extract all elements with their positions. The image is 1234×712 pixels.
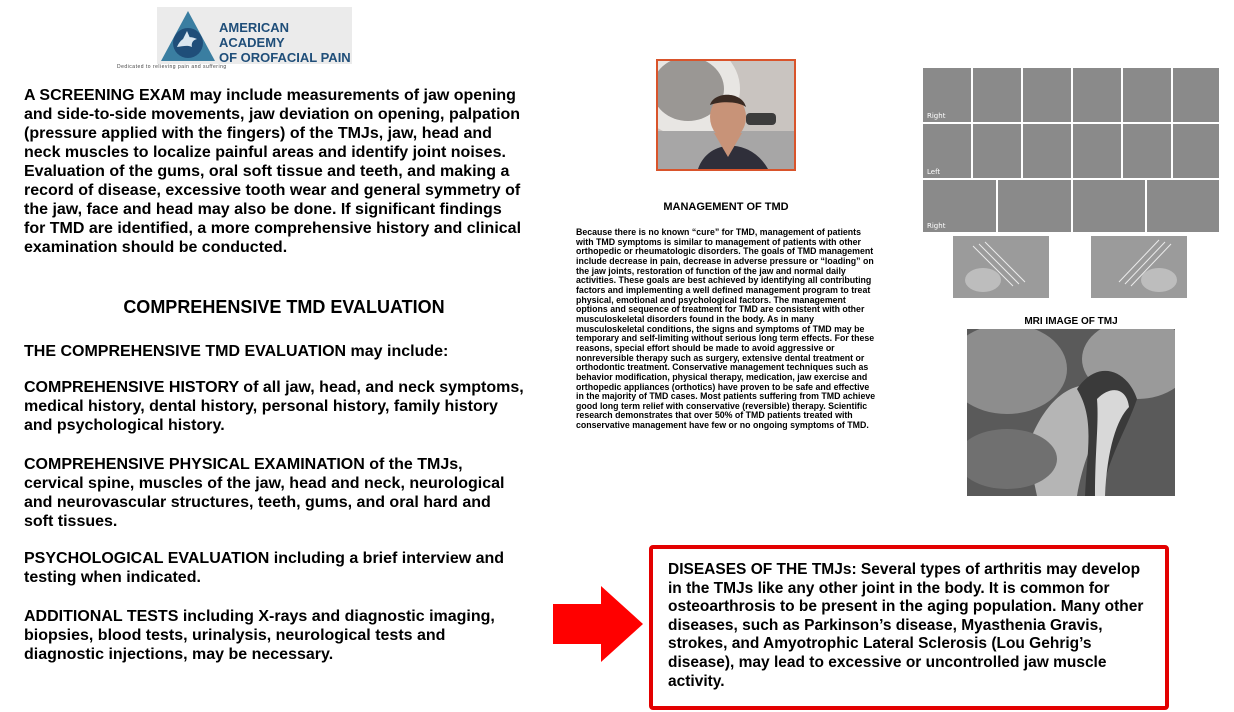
ct-slice: [1022, 123, 1072, 179]
aaop-logo-icon: [159, 9, 217, 63]
ct-label-right: Right: [927, 222, 946, 230]
aaop-logo: [157, 7, 352, 64]
ct-slice: [1072, 123, 1122, 179]
comprehensive-evaluation-heading: COMPREHENSIVE TMD EVALUATION: [123, 297, 445, 317]
management-heading: MANAGEMENT OF TMD: [663, 201, 789, 213]
ct-label-left: Left: [927, 168, 941, 176]
mri-tmj-image: [967, 329, 1175, 496]
logo-line-1: AMERICAN ACADEMY: [219, 20, 290, 50]
management-paragraph: Because there is no known “cure” for TMD, management of patients with TMD symptoms is similar to management of patients with other orthopedic or rheumatologic disorders. The goals of TMD management include decrease in pain, decrease in adverse pressure or “loading” on the jaw joints, restoration of function of the jaw and normal daily activities. These goals are best achieved by identifying all contributing factors and implementing a well defined management program to treat physical, emotional and psychological factors. The management options and sequence of treatment for TMD are consistent with other musculoskeletal disorders found in the body. As in many musculoskeletal conditions, the signs and symptoms of TMD may be temporary and self-limiting without serious long term effects. For these reasons, special effort should be made to avoid aggressive or nonreversible therapy such as surgery, extensive dental treatment or orthodontic treatment. Conservative management techniques such as behavior modification, physical therapy, medication, jaw exercise and orthopedic appliances (orthotics) have proven to be safe and effective in the majority of TMD cases. Most patients suffering from TMD achieve good long term relief with conservative (reversible) therapy. Scientific research demonstrates that over 50% of TMD patients treated with conservative management have few or no ongoing symptoms of TMD.: [576, 227, 876, 431]
ct-slice: [1122, 67, 1172, 123]
ct-slice: [972, 123, 1022, 179]
diseases-callout-box: [649, 545, 1169, 710]
additional-tests-paragraph: ADDITIONAL TESTS including X-rays and diagnostic imaging, biopsies, blood tests, urinalysis, neurological tests and diagnostic injections, may be necessary.: [24, 608, 495, 663]
ct-slice: [1022, 67, 1072, 123]
ct-slice: [1122, 123, 1172, 179]
comprehensive-evaluation-intro: THE COMPREHENSIVE TMD EVALUATION may include:: [24, 343, 449, 360]
right-arrow-icon: [553, 586, 643, 662]
diseases-paragraph: DISEASES OF THE TMJs: Several types of arthritis may develop in the TMJs like any other joint in the body. It is common for osteoarthrosis to be present in the aging population. Many other diseases, such as Parkinson’s disease, Myasthenia Gravis, strokes, and Amyotrophic Lateral Sclerosis (Lou Gehrig’s disease), may lead to excessive or uncontrolled jaw muscle activity.: [668, 561, 1144, 690]
ct-slice: [1072, 67, 1122, 123]
ct-slice: [922, 67, 972, 123]
comprehensive-history-paragraph: COMPREHENSIVE HISTORY of all jaw, head, and neck symptoms, medical history, dental history, personal history, family history and psychological history.: [24, 379, 524, 434]
ct-slice: [997, 179, 1072, 233]
ct-slice: [1072, 179, 1146, 233]
patient-ct-scan-photo: [656, 59, 796, 171]
comprehensive-physical-paragraph: COMPREHENSIVE PHYSICAL EXAMINATION of the TMJs, cervical spine, muscles of the jaw, head and neck, neurological and neurovascular structures, teeth, gums, and oral hard and soft tissues.: [24, 456, 505, 530]
ct-panoramic-slice: [1090, 235, 1188, 299]
ct-slice: [1172, 67, 1220, 123]
tmj-ct-image-grid: [922, 67, 1220, 303]
logo-line-2: OF OROFACIAL PAIN: [219, 50, 351, 65]
screening-exam-paragraph: A SCREENING EXAM may include measurements of jaw opening and side-to-side movements, jaw deviation on opening, palpation (pressure applied with the fingers) of the TMJs, jaw, head and neck muscles to localize painful areas and identify joint noises. Evaluation of the gums, oral soft tissue and teeth, and making a record of disease, excessive tooth wear and general symmetry of the jaw, face and head may also be done. If significant findings for TMD are identified, a more comprehensive history and clinical examination should be conducted.: [24, 87, 522, 256]
psychological-evaluation-paragraph: PSYCHOLOGICAL EVALUATION including a brief interview and testing when indicated.: [24, 550, 505, 586]
ct-slice: [922, 123, 972, 179]
ct-slice: [1172, 123, 1220, 179]
mri-caption: MRI IMAGE OF TMJ: [1024, 316, 1118, 327]
ct-panoramic-slice: [952, 235, 1050, 299]
ct-slice: [922, 179, 997, 233]
ct-label-right: Right: [927, 112, 946, 120]
ct-slice: [1146, 179, 1220, 233]
logo-subtitle: Dedicated to relieving pain and suffering: [117, 64, 227, 70]
ct-slice: [972, 67, 1022, 123]
